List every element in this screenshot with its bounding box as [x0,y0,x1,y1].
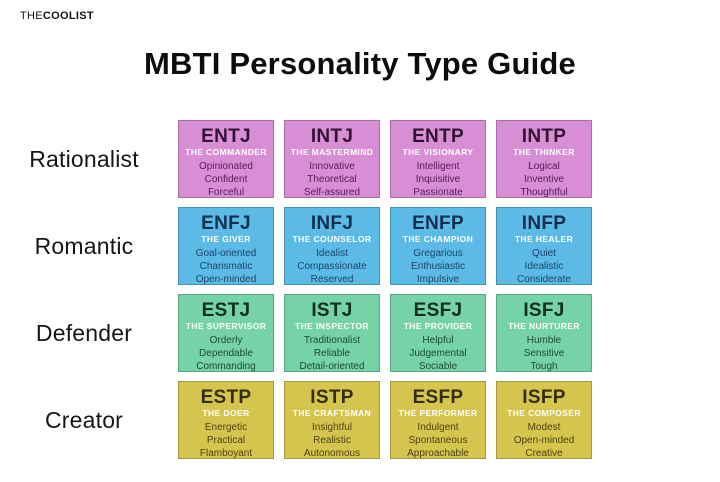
mbti-role: THE THINKER [513,147,575,157]
mbti-type: ESFP [412,387,464,408]
mbti-traits [391,421,485,460]
mbti-role: THE INSPECTOR [295,321,369,331]
group-row-defender [0,294,720,372]
mbti-trait: Open-minded [195,274,257,285]
mbti-traits [179,421,273,460]
mbti-type: ENTP [412,126,464,147]
mbti-card-entp [390,120,486,198]
mbti-role: THE COMMANDER [185,147,267,157]
mbti-traits [391,334,485,373]
mbti-card-estp [178,381,274,459]
mbti-traits [285,421,379,460]
mbti-trait: Impulsive [416,274,460,285]
mbti-trait: Goal-oriented [195,248,257,259]
mbti-traits [179,334,273,373]
mbti-trait: Helpful [422,335,454,346]
mbti-trait: Idealist [316,248,348,259]
mbti-trait: Autonomous [303,448,361,459]
mbti-trait: Self-assured [303,187,361,198]
mbti-role: THE SUPERVISOR [185,321,267,331]
mbti-trait: Modest [527,422,561,433]
mbti-traits [497,334,591,373]
mbti-trait: Detail-oriented [299,361,365,372]
mbti-trait: Approachable [407,448,469,459]
mbti-type: ISTJ [311,300,353,321]
mbti-trait: Theoretical [307,174,357,185]
mbti-trait: Insightful [311,422,353,433]
mbti-type: INTP [521,126,567,147]
mbti-card-esfp [390,381,486,459]
mbti-trait: Indulgent [417,422,459,433]
mbti-trait: Quiet [532,248,556,259]
mbti-trait: Considerate [517,274,571,285]
mbti-trait: Gregarious [413,248,463,259]
group-row-rationalist [0,120,720,198]
mbti-type: INFP [521,213,567,234]
mbti-trait: Sociable [418,361,458,372]
brand-logo [20,10,94,22]
mbti-type: ISFJ [523,300,565,321]
mbti-card-estj [178,294,274,372]
mbti-trait: Orderly [209,335,243,346]
mbti-role: THE PERFORMER [398,408,478,418]
mbti-traits [391,247,485,286]
group-label: Defender [35,319,133,346]
brand-prefix: THE [20,10,43,22]
mbti-type: ISFP [522,387,566,408]
group-label: Romantic [34,232,134,259]
mbti-trait: Reliable [313,348,351,359]
mbti-card-enfp [390,207,486,285]
mbti-role: THE GIVER [201,234,251,244]
mbti-card-esfj [390,294,486,372]
mbti-type: ESTP [200,387,252,408]
mbti-trait: Energetic [204,422,248,433]
mbti-traits [285,334,379,373]
mbti-trait: Judgemental [409,348,467,359]
mbti-trait: Thoughtful [520,187,568,198]
page-title: MBTI Personality Type Guide [143,46,576,81]
group-row-creator [0,381,720,459]
mbti-trait: Open-minded [513,435,575,446]
mbti-trait: Humble [526,335,562,346]
mbti-card-istp [284,381,380,459]
mbti-trait: Spontaneous [408,435,468,446]
mbti-trait: Commanding [196,361,256,372]
mbti-trait: Forceful [207,187,245,198]
mbti-trait: Charismatic [199,261,253,272]
mbti-traits [497,160,591,199]
mbti-card-infj [284,207,380,285]
mbti-trait: Idealistic [524,261,564,272]
mbti-role: THE VISIONARY [402,147,474,157]
mbti-traits [497,421,591,460]
mbti-type: ENFP [412,213,464,234]
mbti-role: THE PROVIDER [403,321,473,331]
mbti-role: THE CRAFTSMAN [292,408,372,418]
mbti-role: THE MASTERMIND [290,147,374,157]
mbti-role: THE CHAMPION [402,234,474,244]
mbti-trait: Innovative [309,161,355,172]
mbti-trait: Enthusiastic [411,261,465,272]
mbti-card-istj [284,294,380,372]
mbti-trait: Logical [528,161,560,172]
mbti-traits [285,160,379,199]
mbti-trait: Inquisitive [415,174,461,185]
mbti-role: THE NURTURER [508,321,580,331]
mbti-type: ESFJ [413,300,463,321]
mbti-card-isfj [496,294,592,372]
mbti-type: INFJ [310,213,354,234]
mbti-card-entj [178,120,274,198]
mbti-card-isfp [496,381,592,459]
mbti-traits [179,160,273,199]
mbti-type: ENFJ [201,213,251,234]
mbti-trait: Confident [204,174,248,185]
mbti-trait: Passionate [413,187,463,198]
mbti-card-enfj [178,207,274,285]
mbti-role: THE COMPOSER [507,408,581,418]
group-label: Rationalist [29,145,139,172]
mbti-type: ESTJ [201,300,251,321]
mbti-trait: Opinionated [199,161,253,172]
mbti-traits [497,247,591,286]
mbti-card-intp [496,120,592,198]
mbti-trait: Tough [530,361,558,372]
mbti-trait: Sensitive [523,348,565,359]
mbti-trait: Traditionalist [303,335,361,346]
group-row-romantic [0,207,720,285]
mbti-card-intj [284,120,380,198]
mbti-trait: Reserved [310,274,354,285]
mbti-traits [285,247,379,286]
brand-suffix: COOLIST [42,10,94,22]
mbti-type: INTJ [310,126,354,147]
mbti-card-infp [496,207,592,285]
mbti-trait: Practical [206,435,246,446]
mbti-traits [179,247,273,286]
mbti-trait: Inventive [523,174,565,185]
mbti-grid [0,120,720,468]
mbti-trait: Realistic [313,435,351,446]
mbti-role: THE DOER [202,408,250,418]
mbti-traits [391,160,485,199]
mbti-trait: Creative [525,448,563,459]
mbti-type: ENTJ [201,126,251,147]
mbti-trait: Dependable [199,348,253,359]
mbti-trait: Intelligent [416,161,460,172]
group-label: Creator [44,406,124,433]
mbti-role: THE HEALER [514,234,574,244]
mbti-trait: Compassionate [297,261,367,272]
mbti-trait: Flamboyant [199,448,253,459]
mbti-role: THE COUNSELOR [292,234,372,244]
mbti-type: ISTP [310,387,354,408]
